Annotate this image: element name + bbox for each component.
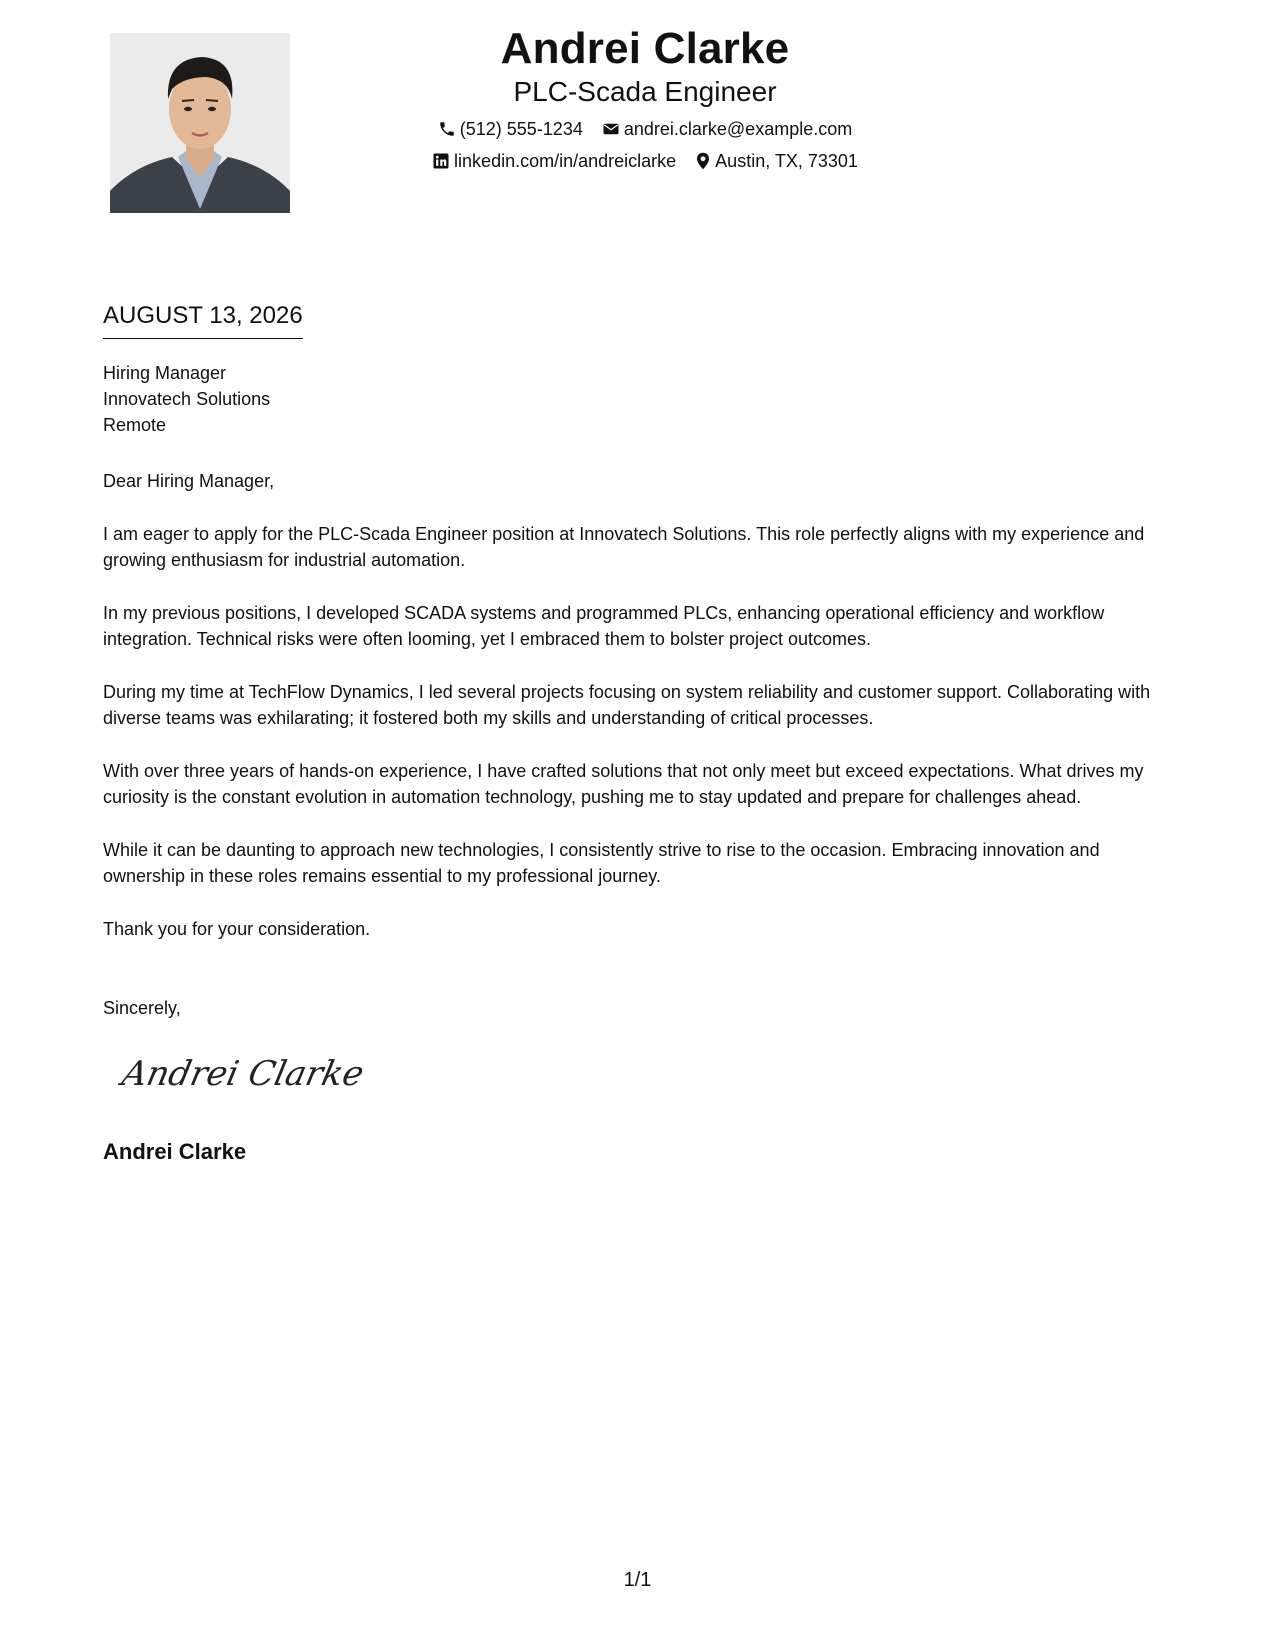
closing-line: Sincerely, bbox=[103, 998, 181, 1018]
linkedin-icon bbox=[432, 152, 450, 170]
job-title: PLC-Scada Engineer bbox=[513, 76, 777, 107]
handwritten-signature: Andrei Clarke bbox=[118, 1054, 368, 1094]
map-pin-icon bbox=[695, 152, 711, 170]
recipient-line: Innovatech Solutions bbox=[103, 389, 271, 409]
portrait-image bbox=[110, 33, 290, 213]
location-contact bbox=[695, 146, 858, 176]
phone-icon bbox=[438, 120, 456, 138]
linkedin-url: linkedin.com/in/andreiclarke bbox=[454, 151, 677, 171]
body-paragraph: During my time at TechFlow Dynamics, I led several projects focusing on system reliability and customer support. Collaborating with diverse teams was exhilarating; it fostered both my skills and understanding of critical processes. bbox=[103, 681, 1151, 728]
recipient-line: Remote bbox=[103, 415, 167, 435]
phone-number: (512) 555-1234 bbox=[459, 119, 583, 139]
letter-date: AUGUST 13, 2026 bbox=[103, 300, 303, 339]
body-paragraph: While it can be daunting to approach new technologies, I consistently strive to rise to the occasion. Embracing innovation and ownership in these roles remains essential to my professional journey. bbox=[103, 839, 1100, 886]
recipient-line: Hiring Manager bbox=[103, 363, 227, 383]
letter-header bbox=[380, 22, 910, 176]
salutation: Dear Hiring Manager, bbox=[103, 471, 275, 491]
signer-name: Andrei Clarke bbox=[103, 1139, 247, 1164]
contact-row-1 bbox=[380, 114, 910, 144]
envelope-icon bbox=[602, 120, 620, 138]
letter-body bbox=[103, 468, 1173, 968]
page-number: 1/1 bbox=[623, 1569, 652, 1591]
recipient-block bbox=[103, 360, 270, 438]
body-paragraph: I am eager to apply for the PLC-Scada Engineer position at Innovatech Solutions. This role perfectly aligns with my experience and growing enthusiasm for industrial automation. bbox=[103, 523, 1145, 570]
email-contact bbox=[602, 114, 852, 144]
applicant-name: Andrei Clarke bbox=[500, 24, 790, 73]
phone-contact bbox=[438, 114, 583, 144]
body-paragraph: With over three years of hands-on experience, I have crafted solutions that not only meet but exceed expectations. What drives my curiosity is the constant evolution in automation technology, pushing me to stay updated and prepare for challenges ahead. bbox=[103, 760, 1144, 807]
linkedin-contact bbox=[432, 146, 676, 176]
location-text: Austin, TX, 73301 bbox=[715, 151, 858, 171]
profile-photo bbox=[110, 33, 290, 213]
thank-you-line: Thank you for your consideration. bbox=[103, 918, 371, 939]
email-address: andrei.clarke@example.com bbox=[623, 119, 853, 139]
contact-row-2 bbox=[380, 146, 910, 176]
body-paragraph: In my previous positions, I developed SCADA systems and programmed PLCs, enhancing operational efficiency and workflow integration. Technical risks were often looming, yet I embraced them to bolster project outcomes. bbox=[103, 602, 1105, 649]
